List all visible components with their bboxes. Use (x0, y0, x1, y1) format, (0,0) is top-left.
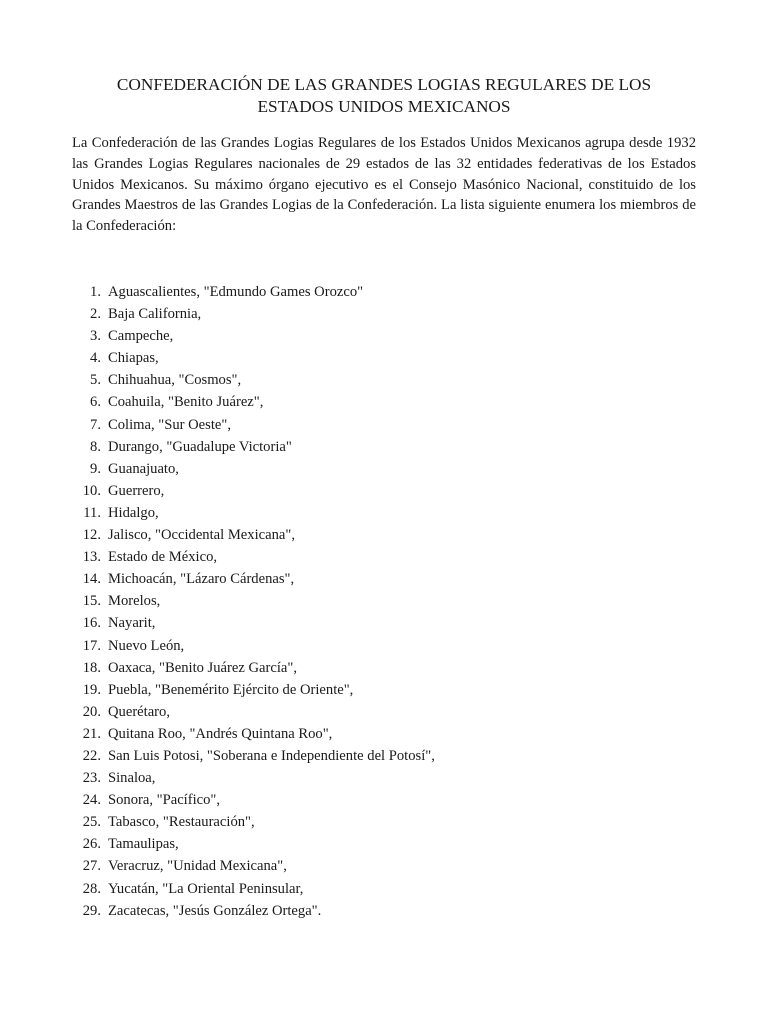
list-item-text: Quitana Roo, "Andrés Quintana Roo", (108, 725, 333, 742)
list-item-text: Nayarit, (108, 615, 156, 632)
list-item-text: Durango, "Guadalupe Victoria" (108, 438, 292, 455)
list-item-number: 13. (82, 549, 101, 566)
intro-paragraph: La Confederación de las Grandes Logias Regulares de los Estados Unidos Mexicanos agrupa desde 1932 las Grandes Logias Regulares nacionales de 29 estados de las 32 entidades federativas de los Estados Unidos Mexicanos. Su máximo órgano ejecutivo es el Consejo Masónico Nacional, constituido de los Grandes Maestros de las Grandes Logias de la Confederación. La lista siguiente enumera los miembros de la Confederación: (72, 135, 696, 235)
list-item-number: 16. (82, 615, 101, 632)
list-item-number: 21. (82, 725, 101, 742)
list-item-number: 17. (82, 637, 101, 654)
list-item-text: Colima, "Sur Oeste", (108, 416, 231, 433)
list-item (72, 679, 672, 701)
list-item (72, 657, 672, 679)
list-item (72, 281, 672, 303)
list-item-text: Morelos, (108, 593, 161, 610)
list-item-number: 4. (90, 350, 101, 367)
list-item (72, 612, 672, 634)
list-item-text: Guanajuato, (108, 460, 179, 477)
list-item-text: Zacatecas, "Jesús González Ortega". (108, 902, 322, 919)
list-item-number: 25. (82, 814, 101, 831)
list-item-number: 1. (90, 284, 101, 300)
list-item-text: Michoacán, "Lázaro Cárdenas", (108, 571, 295, 588)
list-item-number: 22. (82, 747, 101, 764)
list-item (72, 855, 672, 877)
list-item-number: 24. (82, 792, 101, 809)
list-item (72, 723, 672, 745)
list-item (72, 701, 672, 723)
list-item-number: 6. (90, 394, 101, 411)
list-item-number: 11. (83, 504, 101, 521)
list-item-text: Oaxaca, "Benito Juárez García", (108, 659, 297, 676)
list-item-number: 20. (82, 703, 101, 720)
list-item-number: 3. (90, 328, 101, 345)
list-item (72, 480, 672, 502)
list-item (72, 524, 672, 546)
list-item-text: Tamaulipas, (108, 836, 179, 853)
list-item (72, 391, 672, 413)
list-item-text: Veracruz, "Unidad Mexicana", (108, 858, 287, 875)
list-item-text: Coahuila, "Benito Juárez", (108, 394, 264, 411)
document-title (70, 74, 698, 118)
list-item-number: 26. (82, 836, 101, 853)
list-item-text: Querétaro, (108, 703, 170, 720)
list-item-number: 19. (82, 681, 101, 698)
list-item-number: 12. (82, 527, 101, 544)
list-item (72, 789, 672, 811)
list-item (72, 436, 672, 458)
list-item-text: Guerrero, (108, 482, 165, 499)
list-item-number: 18. (82, 659, 101, 676)
list-item (72, 369, 672, 391)
list-item (72, 458, 672, 480)
list-item (72, 414, 672, 436)
list-item-number: 7. (90, 416, 101, 433)
list-item-text: Hidalgo, (108, 504, 159, 521)
list-item (72, 502, 672, 524)
title-line-2: ESTADOS UNIDOS MEXICANOS (257, 97, 511, 116)
list-item (72, 635, 672, 657)
list-item-text: Sonora, "Pacífico", (108, 792, 221, 809)
list-item (72, 833, 672, 855)
list-item-text: Campeche, (108, 328, 174, 345)
list-item-number: 8. (90, 438, 101, 455)
list-item (72, 767, 672, 789)
list-item-text: Nuevo León, (108, 637, 185, 654)
list-item (72, 303, 672, 325)
list-item-number: 27. (82, 858, 101, 875)
list-item-text: Baja California, (108, 306, 202, 323)
list-item (72, 568, 672, 590)
list-item-text: Tabasco, "Restauración", (108, 814, 255, 831)
list-item (72, 900, 672, 922)
list-item-number: 2. (90, 306, 101, 323)
list-item (72, 546, 672, 568)
list-item-text: Jalisco, "Occidental Mexicana", (108, 527, 295, 544)
list-item-text: Chiapas, (108, 350, 159, 367)
list-item (72, 811, 672, 833)
list-item (72, 347, 672, 369)
list-item-number: 14. (82, 571, 101, 588)
list-item (72, 325, 672, 347)
list-item (72, 590, 672, 612)
list-item-text: Sinaloa, (108, 770, 156, 787)
list-item-text: Yucatán, "La Oriental Peninsular, (108, 880, 304, 897)
list-item-text: Estado de México, (108, 549, 218, 566)
list-item-text: Aguascalientes, "Edmundo Games Orozco" (108, 284, 364, 300)
list-item-number: 5. (90, 372, 101, 389)
list-item-text: Puebla, "Benemérito Ejército de Oriente", (108, 681, 354, 698)
member-list (72, 281, 672, 922)
list-item (72, 745, 672, 767)
list-item-number: 23. (82, 770, 101, 787)
list-item-text: San Luis Potosi, "Soberana e Independiente del Potosí", (108, 747, 435, 764)
list-item-number: 9. (90, 460, 101, 477)
list-item-number: 15. (82, 593, 101, 610)
list-item-number: 28. (82, 880, 101, 897)
list-item-number: 29. (82, 902, 101, 919)
list-item (72, 878, 672, 900)
list-item-number: 10. (82, 482, 101, 499)
title-line-1: CONFEDERACIÓN DE LAS GRANDES LOGIAS REGULARES DE LOS (116, 75, 652, 94)
list-item-text: Chihuahua, "Cosmos", (108, 372, 242, 389)
